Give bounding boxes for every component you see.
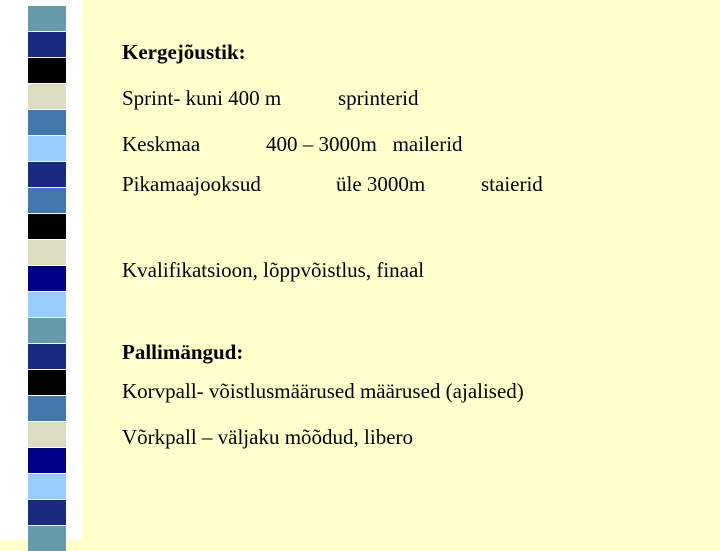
stripe-segment (28, 162, 66, 187)
stripe-segment (28, 58, 66, 83)
row-pikamaa-distance: üle 3000m (336, 172, 426, 196)
stripe-segment (28, 422, 66, 447)
slide-content (82, 0, 720, 540)
row-pikamaa-label: Pikamaajooksud (122, 172, 261, 196)
stripe-segment (28, 266, 66, 291)
heading-pallimangud: Pallimängud: (122, 340, 244, 364)
stripe-segment (28, 500, 66, 525)
stripe-segment (28, 474, 66, 499)
row-keskmaa-label: Keskmaa (122, 132, 201, 156)
row-keskmaa-distance-role: 400 – 3000m mailerid (266, 132, 463, 156)
stripe-segment (28, 214, 66, 239)
stripe-segment (28, 396, 66, 421)
row-sprint-distance: Sprint- kuni 400 m (122, 86, 282, 110)
stripe-segment (28, 240, 66, 265)
stripe-segment (28, 344, 66, 369)
line-kvalifikatsioon: Kvalifikatsioon, lõppvõistlus, finaal (122, 258, 425, 282)
stripe-segment (28, 318, 66, 343)
decorative-stripe-bar (0, 0, 82, 540)
stripe-segment (28, 370, 66, 395)
line-korvpall: Korvpall- võistlusmäärused määrused (ajalised) (122, 379, 524, 403)
heading-kergejoustik: Kergejõustik: (122, 40, 246, 64)
stripe-segment (28, 110, 66, 135)
stripe-segment (28, 526, 66, 551)
stripe-segment (28, 136, 66, 161)
stripe-segment (28, 6, 66, 31)
stripe-segment (28, 188, 66, 213)
stripe-segment (28, 292, 66, 317)
row-sprint-role: sprinterid (338, 86, 419, 110)
stripe-segment (28, 84, 66, 109)
row-pikamaa-role: staierid (481, 172, 543, 196)
stripe-segment (28, 32, 66, 57)
stripe-segment (28, 448, 66, 473)
line-vorkpall: Võrkpall – väljaku mõõdud, libero (122, 425, 414, 449)
